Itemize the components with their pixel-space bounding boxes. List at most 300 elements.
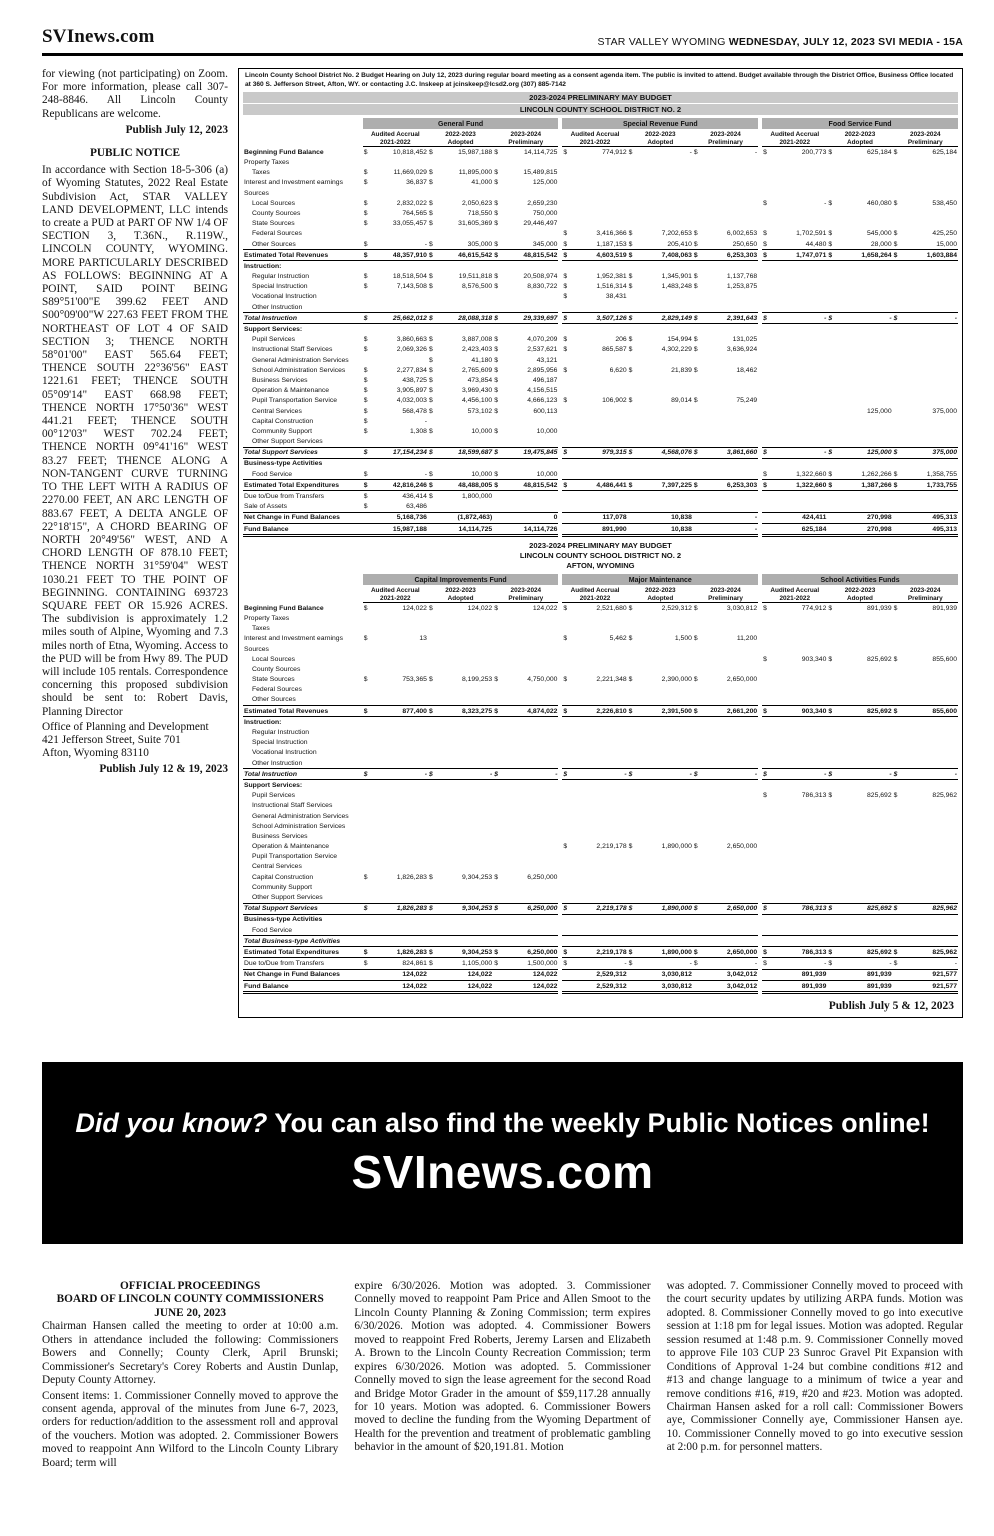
budget-cell xyxy=(562,892,627,903)
budget-cell: $ 4,070,209 xyxy=(494,336,558,344)
budget-table-1 xyxy=(243,118,958,537)
budget-cell xyxy=(827,491,892,502)
budget-cell xyxy=(628,385,693,395)
budget-cell xyxy=(363,841,428,851)
row-label: Interest and Investment earnings xyxy=(244,179,343,187)
row-label: Taxes xyxy=(252,625,270,633)
budget-cell xyxy=(762,717,827,728)
budget-cell xyxy=(628,198,693,208)
row-label: Instructional Staff Services xyxy=(252,346,333,354)
budget-row xyxy=(243,502,958,513)
budget-cell: $ - xyxy=(628,148,692,156)
budget-row xyxy=(243,345,958,355)
budget-cell: $ 63,486 xyxy=(363,503,427,511)
budget-cell xyxy=(762,634,827,644)
budget-cell xyxy=(827,872,892,882)
proceedings-text: was adopted. 7. Commissioner Connelly moved to proceed with the court security updates by utilizing ARPA funds. Motion was adopted. 8. Commissioner Connelly moved to go into executive session at 1:18 pm for legal issues. Motion was adopted. Regular session resumed at 1:48 p.m. 9. Commissioner Connelly moved to approve File 103 CUP 23 Sunroc Gravel Pit Expansion with Conditions of Approval 1-24 but combine conditions #12 and #13 and change language to a minimum of twice a year and remove conditions #16, #19, #20 and #23. Motion was adopted. Chairman Hansen asked for a roll call: Commissioner Bowers aye, Commissioner Connelly aye, Commissioner Hansen aye. 10. Commissioner Connelly moved to go into executive session at 2:00 p.m. for personnel matters. xyxy=(666,1280,963,1454)
budget-cell xyxy=(428,862,493,872)
budget-cell: $ 48,357,910 xyxy=(363,250,428,261)
row-label: Operation & Maintenance xyxy=(252,843,330,851)
budget-cell xyxy=(363,727,428,737)
budget-cell: $ 124,022 xyxy=(363,604,427,612)
budget-cell: 117,078 xyxy=(562,512,627,523)
row-label: Sources xyxy=(244,645,269,653)
budget-cell xyxy=(827,914,892,925)
budget-cell xyxy=(363,613,428,623)
budget-row xyxy=(243,229,958,239)
budget-cell xyxy=(363,664,428,674)
budget-cell xyxy=(827,852,892,862)
budget-cell: $ 8,830,722 xyxy=(494,283,558,291)
budget-cell xyxy=(693,406,758,416)
budget-cell xyxy=(762,727,827,737)
budget-cell: $ 2,521,680 xyxy=(563,604,627,612)
budget-cell xyxy=(893,674,958,684)
budget-cell xyxy=(827,282,892,292)
budget-cell: $ - xyxy=(628,960,692,968)
row-label: Due to/Due from Transfers xyxy=(244,493,325,500)
budget-cell xyxy=(893,365,958,375)
budget-cell: $ 48,488,005 xyxy=(428,480,493,491)
budget-cell: $ 10,000 xyxy=(428,427,493,435)
proceedings-column-2 xyxy=(354,1280,650,1470)
budget-cell: $ 3,860,663 xyxy=(363,336,427,344)
budget-cell xyxy=(363,758,428,769)
budget-cell xyxy=(693,862,758,872)
budget-cell xyxy=(827,178,892,188)
budget-cell xyxy=(628,188,693,198)
budget-cell xyxy=(693,375,758,385)
budget-cell: $ 9,304,253 xyxy=(428,947,493,958)
budget-cell xyxy=(762,841,827,851)
budget-cell xyxy=(493,302,558,313)
budget-row xyxy=(243,969,958,980)
budget-cell xyxy=(562,852,627,862)
budget-cell xyxy=(893,345,958,355)
budget-cell xyxy=(628,801,693,811)
budget-cell: $ 1,322,660 xyxy=(763,470,827,478)
budget-cell: $ 3,507,126 xyxy=(562,313,627,324)
budget-cell xyxy=(893,613,958,623)
budget-cell: $ 2,529,312 xyxy=(628,604,692,612)
budget-cell xyxy=(893,780,958,791)
budget-cell: 10,838 xyxy=(628,512,693,523)
budget-cell xyxy=(493,292,558,302)
budget-cell: $ 774,912 xyxy=(563,148,627,156)
budget-cell: $ 2,219,178 xyxy=(562,903,627,914)
row-label: Net Change in Fund Balances xyxy=(243,969,363,980)
row-label: Estimated Total Expenditures xyxy=(243,480,363,491)
row-label: Fund Balance xyxy=(243,523,363,535)
row-label: Central Services xyxy=(252,407,302,415)
budget-cell xyxy=(762,436,827,447)
row-label: Federal Sources xyxy=(252,686,302,694)
budget-cell xyxy=(693,936,758,947)
budget-cell: $ 41,000 xyxy=(428,179,493,187)
budget-cell xyxy=(363,831,428,841)
budget-cell xyxy=(363,892,428,903)
budget-cell xyxy=(562,375,627,385)
budget-cell: $ 2,659,230 xyxy=(494,199,558,207)
budget-cell xyxy=(762,178,827,188)
budget-cell xyxy=(762,623,827,633)
budget-cell xyxy=(893,302,958,313)
budget-cell xyxy=(363,229,428,239)
budget-cell: $ 438,725 xyxy=(363,376,427,384)
budget-cell xyxy=(562,157,627,167)
budget-cell xyxy=(762,396,827,406)
budget-cell: 125,000 xyxy=(867,407,892,415)
proceedings-text: expire 6/30/2026. Motion was adopted. 3. Commissioner Connelly moved to reappoint Pam Price and Allen Smoot to the Lincoln County Planning & Zoning Commission; term expires 6/30/2026. Motion was adopted. 4. Commissioner Bowers moved to reappoint Fred Roberts, Jeremy Larsen and Elizabeth A. Brown to the Lincoln County Recreation Commission; term expires 6/30/2026. Motion was adopted. 5. Commissioner Connelly moved to sign the lease agreement for the second Road and Bridge Motor Grader in the amount of $59,117.28 annually for 10 years. Motion was adopted. 6. Commissioner Bowers moved to decline the funding from the Wyoming Department of Health for the prevention and treatment of problematic gambling behavior in the amount of $20,191.81. Motion xyxy=(354,1280,651,1454)
budget-cell xyxy=(428,654,493,664)
budget-cell xyxy=(693,872,758,882)
budget-cell: $ 6,253,303 xyxy=(693,250,758,261)
budget-cell xyxy=(762,748,827,758)
row-label: Support Services: xyxy=(244,781,303,789)
budget-cell xyxy=(628,852,693,862)
budget-cell: $ 4,750,000 xyxy=(494,676,558,684)
row-label: Other Sources xyxy=(252,696,296,704)
budget-row xyxy=(243,936,958,947)
budget-cell xyxy=(428,914,493,925)
budget-cell xyxy=(762,416,827,426)
budget-cell xyxy=(628,406,693,416)
banner-question: Did you know? xyxy=(75,1107,268,1138)
budget-cell xyxy=(893,188,958,198)
budget-cell xyxy=(893,882,958,892)
budget-cell: $ 1,322,660 xyxy=(762,480,827,491)
budget-cell xyxy=(628,157,693,167)
budget-cell xyxy=(363,882,428,892)
budget-mid-title-3: AFTON, WYOMING xyxy=(566,561,635,571)
budget-cell: $ 4,568,076 xyxy=(628,447,693,458)
budget-cell xyxy=(693,758,758,769)
budget-cell xyxy=(562,872,627,882)
row-label: Beginning Fund Balance xyxy=(244,148,324,156)
budget-cell xyxy=(893,936,958,947)
public-notice-heading: PUBLIC NOTICE xyxy=(89,147,181,160)
budget-cell: $ 825,692 xyxy=(828,792,892,800)
column-header: Audited Accrual 2021-2022 xyxy=(762,585,827,603)
column-header: 2022-2023 Adopted xyxy=(428,129,493,147)
budget-cell xyxy=(893,634,958,644)
budget-row xyxy=(243,925,958,936)
budget-cell xyxy=(493,261,558,272)
budget-cell xyxy=(493,841,558,851)
budget-cell xyxy=(562,198,627,208)
budget-cell xyxy=(827,780,892,791)
budget-cell xyxy=(762,188,827,198)
budget-cell xyxy=(762,892,827,903)
budget-cell xyxy=(762,385,827,395)
budget-cell xyxy=(493,780,558,791)
budget-cell: $ 2,895,956 xyxy=(494,366,558,374)
fund-header: Capital Improvements Fund xyxy=(363,574,559,585)
budget-cell: $ 825,692 xyxy=(828,655,892,663)
budget-row xyxy=(243,239,958,250)
fund-header: School Activities Funds xyxy=(762,574,958,585)
budget-cell xyxy=(827,365,892,375)
budget-cell: $ 15,489,815 xyxy=(494,169,558,177)
budget-row xyxy=(243,523,958,535)
budget-cell: $ 786,313 xyxy=(762,947,827,958)
budget-row xyxy=(243,375,958,385)
budget-cell xyxy=(893,157,958,167)
budget-cell xyxy=(363,811,428,821)
budget-cell xyxy=(693,491,758,502)
row-label: Special Instruction xyxy=(252,283,308,291)
budget-cell xyxy=(493,157,558,167)
budget-cell: $ 855,600 xyxy=(893,705,958,716)
row-label: Special Instruction xyxy=(252,739,308,747)
budget-cell xyxy=(827,208,892,218)
budget-cell xyxy=(562,502,627,513)
budget-cell: $ 825,692 xyxy=(827,705,892,716)
budget-cell xyxy=(693,644,758,654)
budget-cell xyxy=(562,324,627,335)
budget-cell xyxy=(493,862,558,872)
budget-cell xyxy=(493,811,558,821)
budget-cell: $ 9,304,253 xyxy=(428,873,493,881)
budget-cell xyxy=(762,914,827,925)
budget-notice-box xyxy=(238,68,963,1018)
budget-cell xyxy=(693,218,758,228)
budget-cell xyxy=(827,502,892,513)
budget-cell xyxy=(628,613,693,623)
budget-cell: 891,939 xyxy=(762,969,827,980)
budget-row xyxy=(243,821,958,831)
budget-cell xyxy=(628,491,693,502)
row-label: Business Services xyxy=(252,832,308,840)
budget-cell xyxy=(428,695,493,706)
budget-cell xyxy=(827,623,892,633)
budget-cell xyxy=(628,261,693,272)
budget-cell xyxy=(893,727,958,737)
row-label: Support Services: xyxy=(244,326,303,333)
budget-cell: $ 786,313 xyxy=(762,903,827,914)
budget-cell: 891,939 xyxy=(827,980,892,992)
contact-line: 421 Jefferson Street, Suite 701 xyxy=(42,733,181,746)
budget-cell xyxy=(762,738,827,748)
budget-cell xyxy=(762,821,827,831)
budget-cell xyxy=(893,717,958,728)
budget-cell: $ - xyxy=(762,313,827,324)
masthead-region: STAR VALLEY WYOMING xyxy=(597,36,729,48)
budget-cell xyxy=(893,852,958,862)
budget-cell xyxy=(493,892,558,903)
budget-cell xyxy=(693,852,758,862)
budget-cell xyxy=(562,178,627,188)
budget-cell xyxy=(893,872,958,882)
budget-cell: $ 13 xyxy=(363,635,427,643)
proceedings-title: OFFICIAL PROCEEDINGS xyxy=(120,1280,261,1292)
budget-cell xyxy=(493,758,558,769)
row-label: Total Instruction xyxy=(243,313,363,324)
budget-cell xyxy=(493,790,558,800)
budget-cell xyxy=(693,426,758,436)
budget-row xyxy=(243,355,958,365)
budget-row xyxy=(243,416,958,426)
budget-cell xyxy=(363,748,428,758)
budget-cell xyxy=(428,727,493,737)
budget-cell: $ 7,202,653 xyxy=(628,230,692,238)
column-header: 2023-2024 Preliminary xyxy=(493,129,558,147)
budget-cell xyxy=(893,292,958,302)
budget-cell: $ 1,137,768 xyxy=(693,273,758,281)
budget-cell xyxy=(762,831,827,841)
budget-cell: $ 2,219,178 xyxy=(562,947,627,958)
budget-cell: $ 345,000 xyxy=(494,240,558,248)
budget-cell xyxy=(363,717,428,728)
budget-cell xyxy=(428,748,493,758)
budget-cell xyxy=(827,717,892,728)
budget-cell xyxy=(827,925,892,936)
budget-cell xyxy=(693,801,758,811)
row-label: Regular Instruction xyxy=(252,729,310,736)
budget-cell: $ - xyxy=(762,447,827,458)
budget-cell xyxy=(893,831,958,841)
budget-cell xyxy=(628,914,693,925)
column-header: Audited Accrual 2021-2022 xyxy=(363,129,428,147)
budget-row xyxy=(243,271,958,281)
budget-cell xyxy=(762,685,827,695)
budget-cell xyxy=(762,882,827,892)
budget-row xyxy=(243,613,958,623)
row-label: County Sources xyxy=(252,209,301,217)
budget-cell: $ 11,669,029 xyxy=(363,169,427,177)
budget-cell xyxy=(762,261,827,272)
budget-cell: $ 1,826,283 xyxy=(363,873,427,881)
budget-cell: $ 124,022 xyxy=(494,604,558,612)
budget-row xyxy=(243,406,958,416)
budget-row xyxy=(243,780,958,791)
budget-cell: $ 1,733,755 xyxy=(893,480,958,491)
budget-row xyxy=(243,769,958,780)
budget-cell xyxy=(827,936,892,947)
column-header: 2022-2023 Adopted xyxy=(428,585,493,603)
budget-cell: 124,022 xyxy=(493,969,558,980)
budget-cell xyxy=(762,811,827,821)
budget-cell xyxy=(762,695,827,706)
notice-continuation: for viewing (not participating) on Zoom. For more information, please call 307-248-8846. All Lincoln County Republicans are welcome. xyxy=(42,68,228,120)
public-notices-banner xyxy=(42,1062,963,1244)
budget-cell xyxy=(628,738,693,748)
budget-cell: $ 7,397,225 xyxy=(628,480,693,491)
budget-cell xyxy=(827,335,892,345)
budget-cell xyxy=(762,335,827,345)
budget-cell xyxy=(363,188,428,198)
budget-cell xyxy=(893,385,958,395)
budget-cell xyxy=(827,695,892,706)
budget-cell xyxy=(562,748,627,758)
budget-cell xyxy=(428,811,493,821)
budget-cell: $ 4,156,515 xyxy=(494,387,558,395)
budget-cell xyxy=(693,502,758,513)
budget-cell xyxy=(562,218,627,228)
budget-cell xyxy=(428,261,493,272)
budget-cell xyxy=(893,892,958,903)
budget-cell xyxy=(562,491,627,502)
budget-cell xyxy=(363,324,428,335)
budget-cell xyxy=(827,727,892,737)
budget-cell: $ 29,339,697 xyxy=(493,313,558,324)
budget-cell: $ - xyxy=(363,417,427,425)
budget-cell: $ - xyxy=(893,313,958,324)
budget-cell: $ 891,939 xyxy=(893,604,957,612)
budget-cell xyxy=(363,862,428,872)
budget-cell xyxy=(693,178,758,188)
budget-cell xyxy=(562,426,627,436)
row-label: Total Instruction xyxy=(243,769,363,780)
budget-cell xyxy=(693,664,758,674)
budget-cell: $ 10,818,452 xyxy=(363,148,427,156)
budget-cell xyxy=(493,738,558,748)
masthead-dateline xyxy=(598,36,963,48)
budget-cell: $ 4,666,123 xyxy=(494,397,558,405)
budget-cell xyxy=(428,925,493,936)
proceedings-column-1 xyxy=(42,1280,338,1470)
budget-cell xyxy=(693,261,758,272)
banner-text: You can also find the weekly Public Notices online! xyxy=(267,1107,930,1138)
budget-cell xyxy=(628,502,693,513)
budget-cell xyxy=(693,198,758,208)
budget-cell: 124,022 xyxy=(428,980,493,992)
budget-row xyxy=(243,168,958,178)
column-header: 2023-2024 Preliminary xyxy=(493,585,558,603)
budget-cell xyxy=(693,821,758,831)
budget-cell xyxy=(628,208,693,218)
budget-cell: $ 6,253,303 xyxy=(693,480,758,491)
budget-cell: 625,184 xyxy=(762,523,827,535)
budget-cell xyxy=(562,695,627,706)
budget-cell: $ 1,890,000 xyxy=(628,903,693,914)
budget-cell: $ 891,939 xyxy=(828,604,892,612)
budget-cell xyxy=(428,717,493,728)
budget-cell xyxy=(363,458,428,469)
budget-cell xyxy=(827,674,892,684)
budget-cell: $ 3,416,366 xyxy=(563,230,627,238)
budget-cell: $ 3,887,008 xyxy=(428,336,493,344)
budget-cell xyxy=(428,634,493,644)
budget-cell xyxy=(827,168,892,178)
budget-cell xyxy=(428,738,493,748)
proceedings-date: JUNE 20, 2023 xyxy=(154,1306,227,1319)
contact-line: Afton, Wyoming 83110 xyxy=(42,747,149,760)
budget-cell xyxy=(562,436,627,447)
official-proceedings xyxy=(42,1280,963,1470)
column-header-row xyxy=(243,129,958,147)
budget-row xyxy=(243,365,958,375)
budget-cell: $ 46,615,542 xyxy=(428,250,493,261)
budget-cell xyxy=(628,717,693,728)
budget-cell xyxy=(428,685,493,695)
budget-title-1: 2023-2024 PRELIMINARY MAY BUDGET xyxy=(243,92,958,103)
budget-title-2: LINCOLN COUNTY SCHOOL DISTRICT NO. 2 xyxy=(243,104,958,115)
budget-cell: $ 11,895,000 xyxy=(428,169,493,177)
publish-date-1: Publish July 12, 2023 xyxy=(125,123,228,136)
budget-cell xyxy=(893,436,958,447)
budget-cell: $ 48,815,542 xyxy=(493,250,558,261)
budget-cell: $ 1,187,153 xyxy=(563,240,627,248)
budget-cell xyxy=(363,436,428,447)
column-header-row xyxy=(243,585,958,603)
row-label: Pupil Services xyxy=(252,336,296,344)
budget-cell xyxy=(893,914,958,925)
budget-cell xyxy=(827,892,892,903)
main-content xyxy=(42,68,963,1018)
budget-cell xyxy=(363,355,428,365)
budget-mid-title-2: LINCOLN COUNTY SCHOOL DISTRICT NO. 2 xyxy=(519,551,682,561)
